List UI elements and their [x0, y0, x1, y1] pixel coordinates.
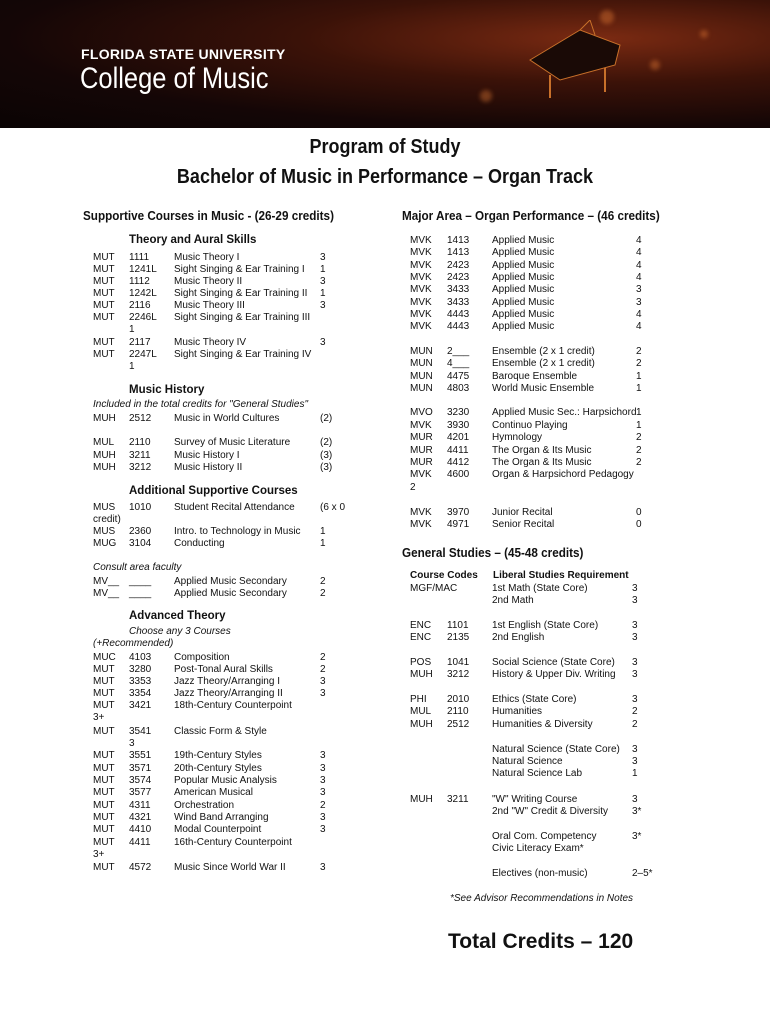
course-prefix: MVK: [410, 321, 432, 332]
course-title: Orchestration: [174, 800, 235, 811]
course-number: 4410: [129, 824, 152, 835]
course-prefix: MUT: [93, 726, 115, 737]
course-credits: 3: [320, 276, 326, 287]
course-prefix: MUT: [93, 300, 115, 311]
course-title: Sight Singing & Ear Training IV: [174, 349, 312, 360]
course-prefix: MUN: [410, 358, 433, 369]
course-credits: 3: [632, 620, 638, 631]
course-prefix: ENC: [410, 620, 432, 631]
course-prefix: MVK: [410, 519, 432, 530]
course-credits: 4: [636, 247, 642, 258]
course-number: 2010: [447, 694, 470, 705]
course-prefix: MUN: [410, 371, 433, 382]
course-credits: 2: [636, 358, 642, 369]
course-prefix: MUS: [93, 526, 116, 537]
course-credits: 2: [320, 652, 326, 663]
course-number: 3541: [129, 726, 152, 737]
course-number: 3211: [129, 450, 151, 461]
course-title: Applied Music: [492, 297, 555, 308]
additional-heading: Additional Supportive Courses: [129, 485, 298, 497]
course-prefix: MVK: [410, 260, 432, 271]
course-prefix: MUT: [93, 288, 115, 299]
course-prefix: MVK: [410, 297, 432, 308]
course-number: 4443: [447, 309, 470, 320]
course-credits: 1: [320, 538, 326, 549]
course-number: 3212: [447, 669, 470, 680]
liberal-studies-label: Liberal Studies Requirement: [493, 570, 629, 581]
course-title: Student Recital Attendance: [174, 502, 295, 513]
course-credits: 1: [632, 768, 638, 779]
course-credits: 3: [320, 252, 326, 263]
course-prefix: 3+: [93, 712, 105, 723]
course-title: The Organ & Its Music: [492, 457, 592, 468]
course-title: Music Since World War II: [174, 862, 286, 873]
course-credits: 2: [320, 588, 326, 599]
course-number: 3930: [447, 420, 470, 431]
course-number: 2423: [447, 272, 470, 283]
course-title: Natural Science: [492, 756, 563, 767]
course-number: 4___: [447, 358, 470, 369]
course-title: Applied Music: [492, 260, 555, 271]
course-number: 3212: [129, 462, 152, 473]
course-credits: 4: [636, 272, 642, 283]
course-number: 1101: [447, 620, 469, 631]
course-title: Music History I: [174, 450, 240, 461]
course-number: 3574: [129, 775, 152, 786]
course-credits: 3: [320, 300, 326, 311]
course-credits: 3: [632, 694, 638, 705]
course-prefix: MGF/MAC: [410, 583, 458, 594]
course-number: 2360: [129, 526, 152, 537]
course-number: 4311: [129, 800, 151, 811]
course-number: 4321: [129, 812, 152, 823]
course-prefix: MUT: [93, 688, 115, 699]
course-title: Ensemble (2 x 1 credit): [492, 358, 595, 369]
course-title: Applied Music Secondary: [174, 588, 287, 599]
course-credits: 3: [320, 688, 326, 699]
course-prefix: MUR: [410, 432, 433, 443]
course-credits: 3: [320, 763, 326, 774]
course-title: Jazz Theory/Arranging I: [174, 676, 280, 687]
bokeh-light: [700, 30, 708, 38]
course-title: Music in World Cultures: [174, 413, 280, 424]
course-number: 1010: [129, 502, 152, 513]
course-prefix: MVK: [410, 309, 432, 320]
course-title: History & Upper Div. Writing: [492, 669, 616, 680]
course-prefix: MUT: [93, 337, 115, 348]
course-credits: (6 x 0: [320, 502, 346, 513]
course-credits: 3: [320, 676, 326, 687]
course-credits: 3: [632, 756, 638, 767]
course-credits: 4: [636, 260, 642, 271]
course-number: 4600: [447, 469, 470, 480]
course-title: Oral Com. Competency: [492, 831, 597, 842]
university-name: FLORIDA STATE UNIVERSITY: [81, 46, 286, 62]
course-prefix: PHI: [410, 694, 427, 705]
course-number: 3353: [129, 676, 152, 687]
course-credits: 3: [320, 750, 326, 761]
course-prefix: MUT: [93, 750, 115, 761]
course-prefix: MUN: [410, 346, 433, 357]
course-number: 3104: [129, 538, 152, 549]
course-number: 3280: [129, 664, 152, 675]
course-number: 2135: [447, 632, 470, 643]
course-number: 2512: [447, 719, 470, 730]
course-number: 2116: [129, 300, 151, 311]
course-title: Music Theory II: [174, 276, 243, 287]
course-prefix: MUH: [93, 450, 116, 461]
course-prefix: MUL: [93, 437, 115, 448]
course-title: Applied Music: [492, 272, 555, 283]
advanced-note: Choose any 3 Courses: [129, 626, 231, 637]
course-prefix: 2: [410, 482, 416, 493]
course-title: Applied Music: [492, 309, 555, 320]
course-prefix: MUT: [93, 349, 115, 360]
course-number: 3421: [129, 700, 152, 711]
course-title: Applied Music: [492, 284, 555, 295]
course-prefix: MUH: [93, 413, 116, 424]
course-number: 2423: [447, 260, 470, 271]
page-title: Program of Study: [309, 136, 461, 158]
course-number: 1: [129, 361, 135, 372]
course-title: "W" Writing Course: [492, 794, 578, 805]
course-title: Applied Music: [492, 321, 555, 332]
consult-note: Consult area faculty: [93, 562, 182, 573]
course-credits: 3: [320, 862, 326, 873]
theory-heading: Theory and Aural Skills: [129, 234, 257, 246]
course-credits: 2: [320, 576, 326, 587]
course-title: Humanities & Diversity: [492, 719, 593, 730]
course-prefix: MUT: [93, 824, 115, 835]
course-number: ____: [129, 588, 152, 599]
course-title: Social Science (State Core): [492, 657, 615, 668]
bokeh-light: [480, 90, 492, 102]
course-prefix: credit): [93, 514, 121, 525]
course-title: 18th-Century Counterpoint: [174, 700, 292, 711]
course-title: Survey of Music Literature: [174, 437, 291, 448]
course-title: Hymnology: [492, 432, 543, 443]
course-credits: 2: [636, 457, 642, 468]
course-prefix: MV__: [93, 576, 120, 587]
course-prefix: MUT: [93, 664, 115, 675]
course-credits: (2): [320, 413, 333, 424]
course-prefix: MUT: [93, 812, 115, 823]
total-credits: Total Credits – 120: [448, 930, 634, 953]
course-title: Post-Tonal Aural Skills: [174, 664, 273, 675]
course-prefix: MVO: [410, 407, 433, 418]
course-title: Composition: [174, 652, 230, 663]
course-credits: 3: [320, 775, 326, 786]
course-number: 4103: [129, 652, 152, 663]
course-prefix: MVK: [410, 247, 432, 258]
course-number: 2246L: [129, 312, 157, 323]
course-number: 4803: [447, 383, 470, 394]
course-number: 1413: [447, 235, 470, 246]
course-credits: 1: [320, 264, 326, 275]
course-title: The Organ & Its Music: [492, 445, 592, 456]
course-title: 2nd "W" Credit & Diversity: [492, 806, 609, 817]
course-prefix: MUN: [410, 383, 433, 394]
course-prefix: MUH: [410, 794, 433, 805]
course-prefix: MVK: [410, 507, 432, 518]
course-title: Sight Singing & Ear Training II: [174, 288, 308, 299]
course-codes-label: Course Codes: [410, 570, 478, 581]
course-number: 1111: [129, 252, 150, 263]
course-credits: 2: [636, 432, 642, 443]
course-credits: 2: [632, 706, 638, 717]
course-title: 1st Math (State Core): [492, 583, 588, 594]
bokeh-light: [650, 60, 660, 70]
course-prefix: MUT: [93, 800, 115, 811]
course-credits: 3*: [632, 831, 642, 842]
course-prefix: MUS: [93, 502, 116, 513]
course-number: 3577: [129, 787, 152, 798]
course-credits: 3: [320, 824, 326, 835]
course-title: World Music Ensemble: [492, 383, 595, 394]
course-credits: 3: [632, 669, 638, 680]
course-credits: 2: [320, 800, 326, 811]
course-credits: 2: [320, 664, 326, 675]
course-title: Music Theory IV: [174, 337, 247, 348]
course-title: Sight Singing & Ear Training I: [174, 264, 305, 275]
course-prefix: MUR: [410, 445, 433, 456]
course-prefix: MUT: [93, 312, 115, 323]
course-title: Popular Music Analysis: [174, 775, 277, 786]
course-prefix: MUC: [93, 652, 116, 663]
major-heading: Major Area – Organ Performance – (46 credits): [402, 208, 660, 223]
course-number: 2___: [447, 346, 470, 357]
course-credits: 2: [636, 346, 642, 357]
course-number: 3433: [447, 284, 470, 295]
history-note: Included in the total credits for "General Studies": [93, 399, 308, 410]
advisor-footnote: *See Advisor Recommendations in Notes: [450, 893, 634, 904]
course-number: 4971: [447, 519, 470, 530]
course-number: 1112: [129, 276, 150, 287]
course-title: Organ & Harpsichord Pedagogy: [492, 469, 634, 480]
course-title: 1st English (State Core): [492, 620, 599, 631]
course-credits: 3: [320, 337, 326, 348]
course-number: 3970: [447, 507, 470, 518]
course-number: 3354: [129, 688, 152, 699]
course-title: American Musical: [174, 787, 253, 798]
course-number: 1413: [447, 247, 470, 258]
course-credits: 3: [632, 632, 638, 643]
course-title: Applied Music Secondary: [174, 576, 287, 587]
history-heading: Music History: [129, 384, 205, 396]
course-title: Civic Literacy Exam*: [492, 843, 584, 854]
course-prefix: MUT: [93, 264, 115, 275]
course-prefix: MVK: [410, 272, 432, 283]
course-credits: 1: [636, 371, 642, 382]
course-credits: 0: [636, 519, 642, 530]
course-prefix: ENC: [410, 632, 432, 643]
college-name: College of Music: [80, 62, 269, 95]
course-prefix: MUT: [93, 837, 115, 848]
course-number: 1: [129, 324, 135, 335]
course-number: 3551: [129, 750, 152, 761]
course-title: Applied Music Sec.: Harpsichord: [492, 407, 637, 418]
course-credits: 2–5*: [632, 868, 653, 879]
course-title: Continuo Playing: [492, 420, 568, 431]
course-credits: 3*: [632, 806, 642, 817]
course-credits: 1: [636, 383, 642, 394]
course-title: Music History II: [174, 462, 243, 473]
course-number: 2110: [447, 706, 469, 717]
course-number: 4411: [129, 837, 151, 848]
course-prefix: MUH: [93, 462, 116, 473]
course-number: 1241L: [129, 264, 157, 275]
course-number: 3230: [447, 407, 470, 418]
course-number: 3: [129, 738, 135, 749]
course-title: Junior Recital: [492, 507, 553, 518]
course-number: 3571: [129, 763, 152, 774]
course-credits: 3: [632, 794, 638, 805]
course-number: 4201: [447, 432, 470, 443]
header-banner: [0, 0, 770, 128]
course-title: Natural Science Lab: [492, 768, 583, 779]
course-number: 4411: [447, 445, 469, 456]
grand-piano-icon: [520, 20, 630, 100]
course-title: Jazz Theory/Arranging II: [174, 688, 283, 699]
course-number: ____: [129, 576, 152, 587]
course-title: Music Theory III: [174, 300, 245, 311]
course-number: 4443: [447, 321, 470, 332]
course-prefix: MVK: [410, 235, 432, 246]
course-prefix: MUG: [93, 538, 117, 549]
course-credits: (3): [320, 450, 333, 461]
course-number: 2117: [129, 337, 151, 348]
course-number: 2247L: [129, 349, 157, 360]
general-heading: General Studies – (45-48 credits): [402, 545, 584, 560]
course-title: 20th-Century Styles: [174, 763, 262, 774]
course-prefix: MVK: [410, 284, 432, 295]
course-prefix: MUT: [93, 763, 115, 774]
course-credits: (3): [320, 462, 333, 473]
course-credits: 3: [636, 284, 642, 295]
course-prefix: MUT: [93, 700, 115, 711]
course-number: 4412: [447, 457, 470, 468]
course-title: Classic Form & Style: [174, 726, 267, 737]
course-prefix: MVK: [410, 420, 432, 431]
course-number: 2512: [129, 413, 152, 424]
course-prefix: MUR: [410, 457, 433, 468]
course-credits: 4: [636, 321, 642, 332]
course-title: Senior Recital: [492, 519, 555, 530]
course-prefix: MUT: [93, 676, 115, 687]
course-title: 2nd Math: [492, 595, 534, 606]
course-credits: 4: [636, 309, 642, 320]
course-credits: 3: [632, 744, 638, 755]
course-credits: 3: [320, 812, 326, 823]
course-title: Ensemble (2 x 1 credit): [492, 346, 595, 357]
advanced-heading: Advanced Theory: [129, 610, 226, 622]
course-title: Conducting: [174, 538, 225, 549]
course-title: 2nd English: [492, 632, 545, 643]
course-title: 16th-Century Counterpoint: [174, 837, 292, 848]
supportive-heading: Supportive Courses in Music - (26-29 credits): [83, 208, 334, 223]
course-credits: 2: [636, 445, 642, 456]
course-prefix: MUT: [93, 252, 115, 263]
course-number: 2110: [129, 437, 151, 448]
course-title: Natural Science (State Core): [492, 744, 620, 755]
course-number: 1242L: [129, 288, 157, 299]
course-number: 3211: [447, 794, 469, 805]
course-credits: 3: [636, 297, 642, 308]
course-prefix: MUT: [93, 276, 115, 287]
course-number: 4572: [129, 862, 152, 873]
course-title: Intro. to Technology in Music: [174, 526, 301, 537]
course-title: Wind Band Arranging: [174, 812, 269, 823]
course-title: Music Theory I: [174, 252, 240, 263]
course-credits: 3: [632, 595, 638, 606]
course-title: Applied Music: [492, 235, 555, 246]
course-credits: 1: [636, 420, 642, 431]
course-credits: 0: [636, 507, 642, 518]
course-title: Ethics (State Core): [492, 694, 577, 705]
course-credits: 3: [320, 787, 326, 798]
course-prefix: MUT: [93, 787, 115, 798]
course-title: Humanities: [492, 706, 543, 717]
course-credits: 4: [636, 235, 642, 246]
course-credits: (2): [320, 437, 333, 448]
course-prefix: MVK: [410, 469, 432, 480]
course-prefix: MUH: [410, 719, 433, 730]
course-title: Baroque Ensemble: [492, 371, 578, 382]
page-subtitle: Bachelor of Music in Performance – Organ Track: [176, 166, 594, 188]
course-prefix: MUT: [93, 775, 115, 786]
course-credits: 3: [632, 657, 638, 668]
course-title: Applied Music: [492, 247, 555, 258]
course-prefix: POS: [410, 657, 432, 668]
course-prefix: MV__: [93, 588, 120, 599]
course-number: 1041: [447, 657, 470, 668]
course-number: 4475: [447, 371, 470, 382]
course-title: 19th-Century Styles: [174, 750, 262, 761]
course-prefix: MUL: [410, 706, 432, 717]
course-prefix: 3+: [93, 849, 105, 860]
course-credits: 1: [636, 407, 642, 418]
course-title: Sight Singing & Ear Training III: [174, 312, 311, 323]
course-number: 3433: [447, 297, 470, 308]
course-title: Modal Counterpoint: [174, 824, 262, 835]
course-credits: 3: [632, 583, 638, 594]
advanced-note-recommended: (+Recommended): [93, 638, 174, 649]
course-credits: 1: [320, 526, 326, 537]
course-credits: 2: [632, 719, 638, 730]
course-prefix: MUH: [410, 669, 433, 680]
course-prefix: MUT: [93, 862, 115, 873]
course-title: Electives (non-music): [492, 868, 588, 879]
course-credits: 1: [320, 288, 326, 299]
